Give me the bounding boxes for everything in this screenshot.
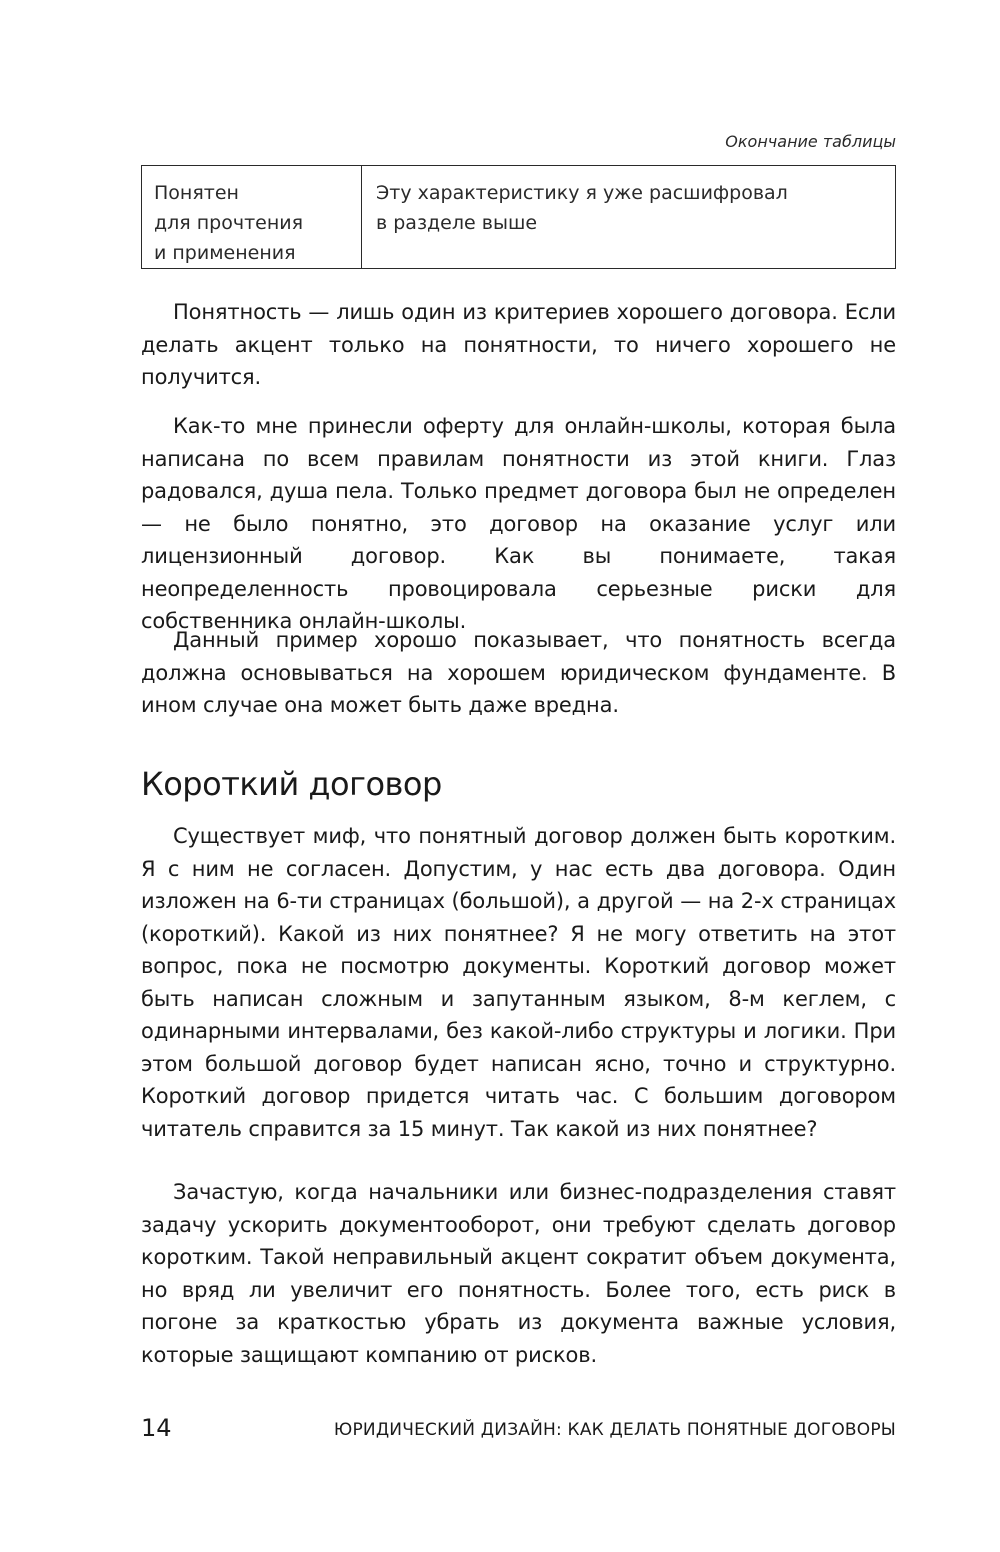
- paragraph: Как-то мне принесли оферту для онлайн-школы, которая была написана по всем правилам понятности из этой книги. Глаз радовался, душа пела. Только предмет договора был не определен — не было понятно, это договор на оказание услуг или лицензионный договор. Как вы понимаете, такая неопределенность провоцировала серьезные риски для собственника онлайн-школы.: [141, 414, 896, 633]
- table-cell-description: Эту характеристику я уже расшифровал в разделе выше: [376, 182, 788, 234]
- running-footer-title: ЮРИДИЧЕСКИЙ ДИЗАЙН: КАК ДЕЛАТЬ ПОНЯТНЫЕ ДОГОВОРЫ: [333, 1420, 896, 1440]
- page-number: 14: [141, 1414, 172, 1442]
- paragraph: Зачастую, когда начальники или бизнес-подразделения ставят задачу ускорить документооборот, они требуют сделать договор коротким. Такой неправильный акцент сократит объем документа, но вряд ли увеличит его понятность. Более того, есть риск в погоне за краткостью убрать из документа важные условия, которые защищают компанию от рисков.: [141, 1180, 896, 1367]
- characteristics-table: [141, 165, 896, 269]
- table-caption: Окончание таблицы: [725, 132, 896, 151]
- paragraph: Существует миф, что понятный договор должен быть коротким. Я с ним не согласен. Допустим, у нас есть два договора. Один изложен на 6-ти страницах (большой), а другой — на 2-х страницах (короткий). Какой из них понятнее? Я не могу ответить на этот вопрос, пока не посмотрю документы. Короткий договор может быть написан сложным и запутанным языком, 8-м кеглем, с одинарными интервалами, без какой-либо структуры и логики. При этом большой договор будет написан ясно, точно и структурно. Короткий договор придется читать час. С большим договором читатель справится за 15 минут. Так какой из них понятнее?: [141, 824, 896, 1141]
- paragraph: Понятность — лишь один из критериев хорошего договора. Если делать акцент только на понятности, то ничего хорошего не получится.: [141, 300, 896, 389]
- table-cell-criterion: Понятен для прочтения и применения: [142, 166, 362, 268]
- section-heading: Короткий договор: [141, 765, 442, 803]
- paragraph: Данный пример хорошо показывает, что понятность всегда должна основываться на хорошем юридическом фундаменте. В ином случае она может быть даже вредна.: [141, 628, 896, 717]
